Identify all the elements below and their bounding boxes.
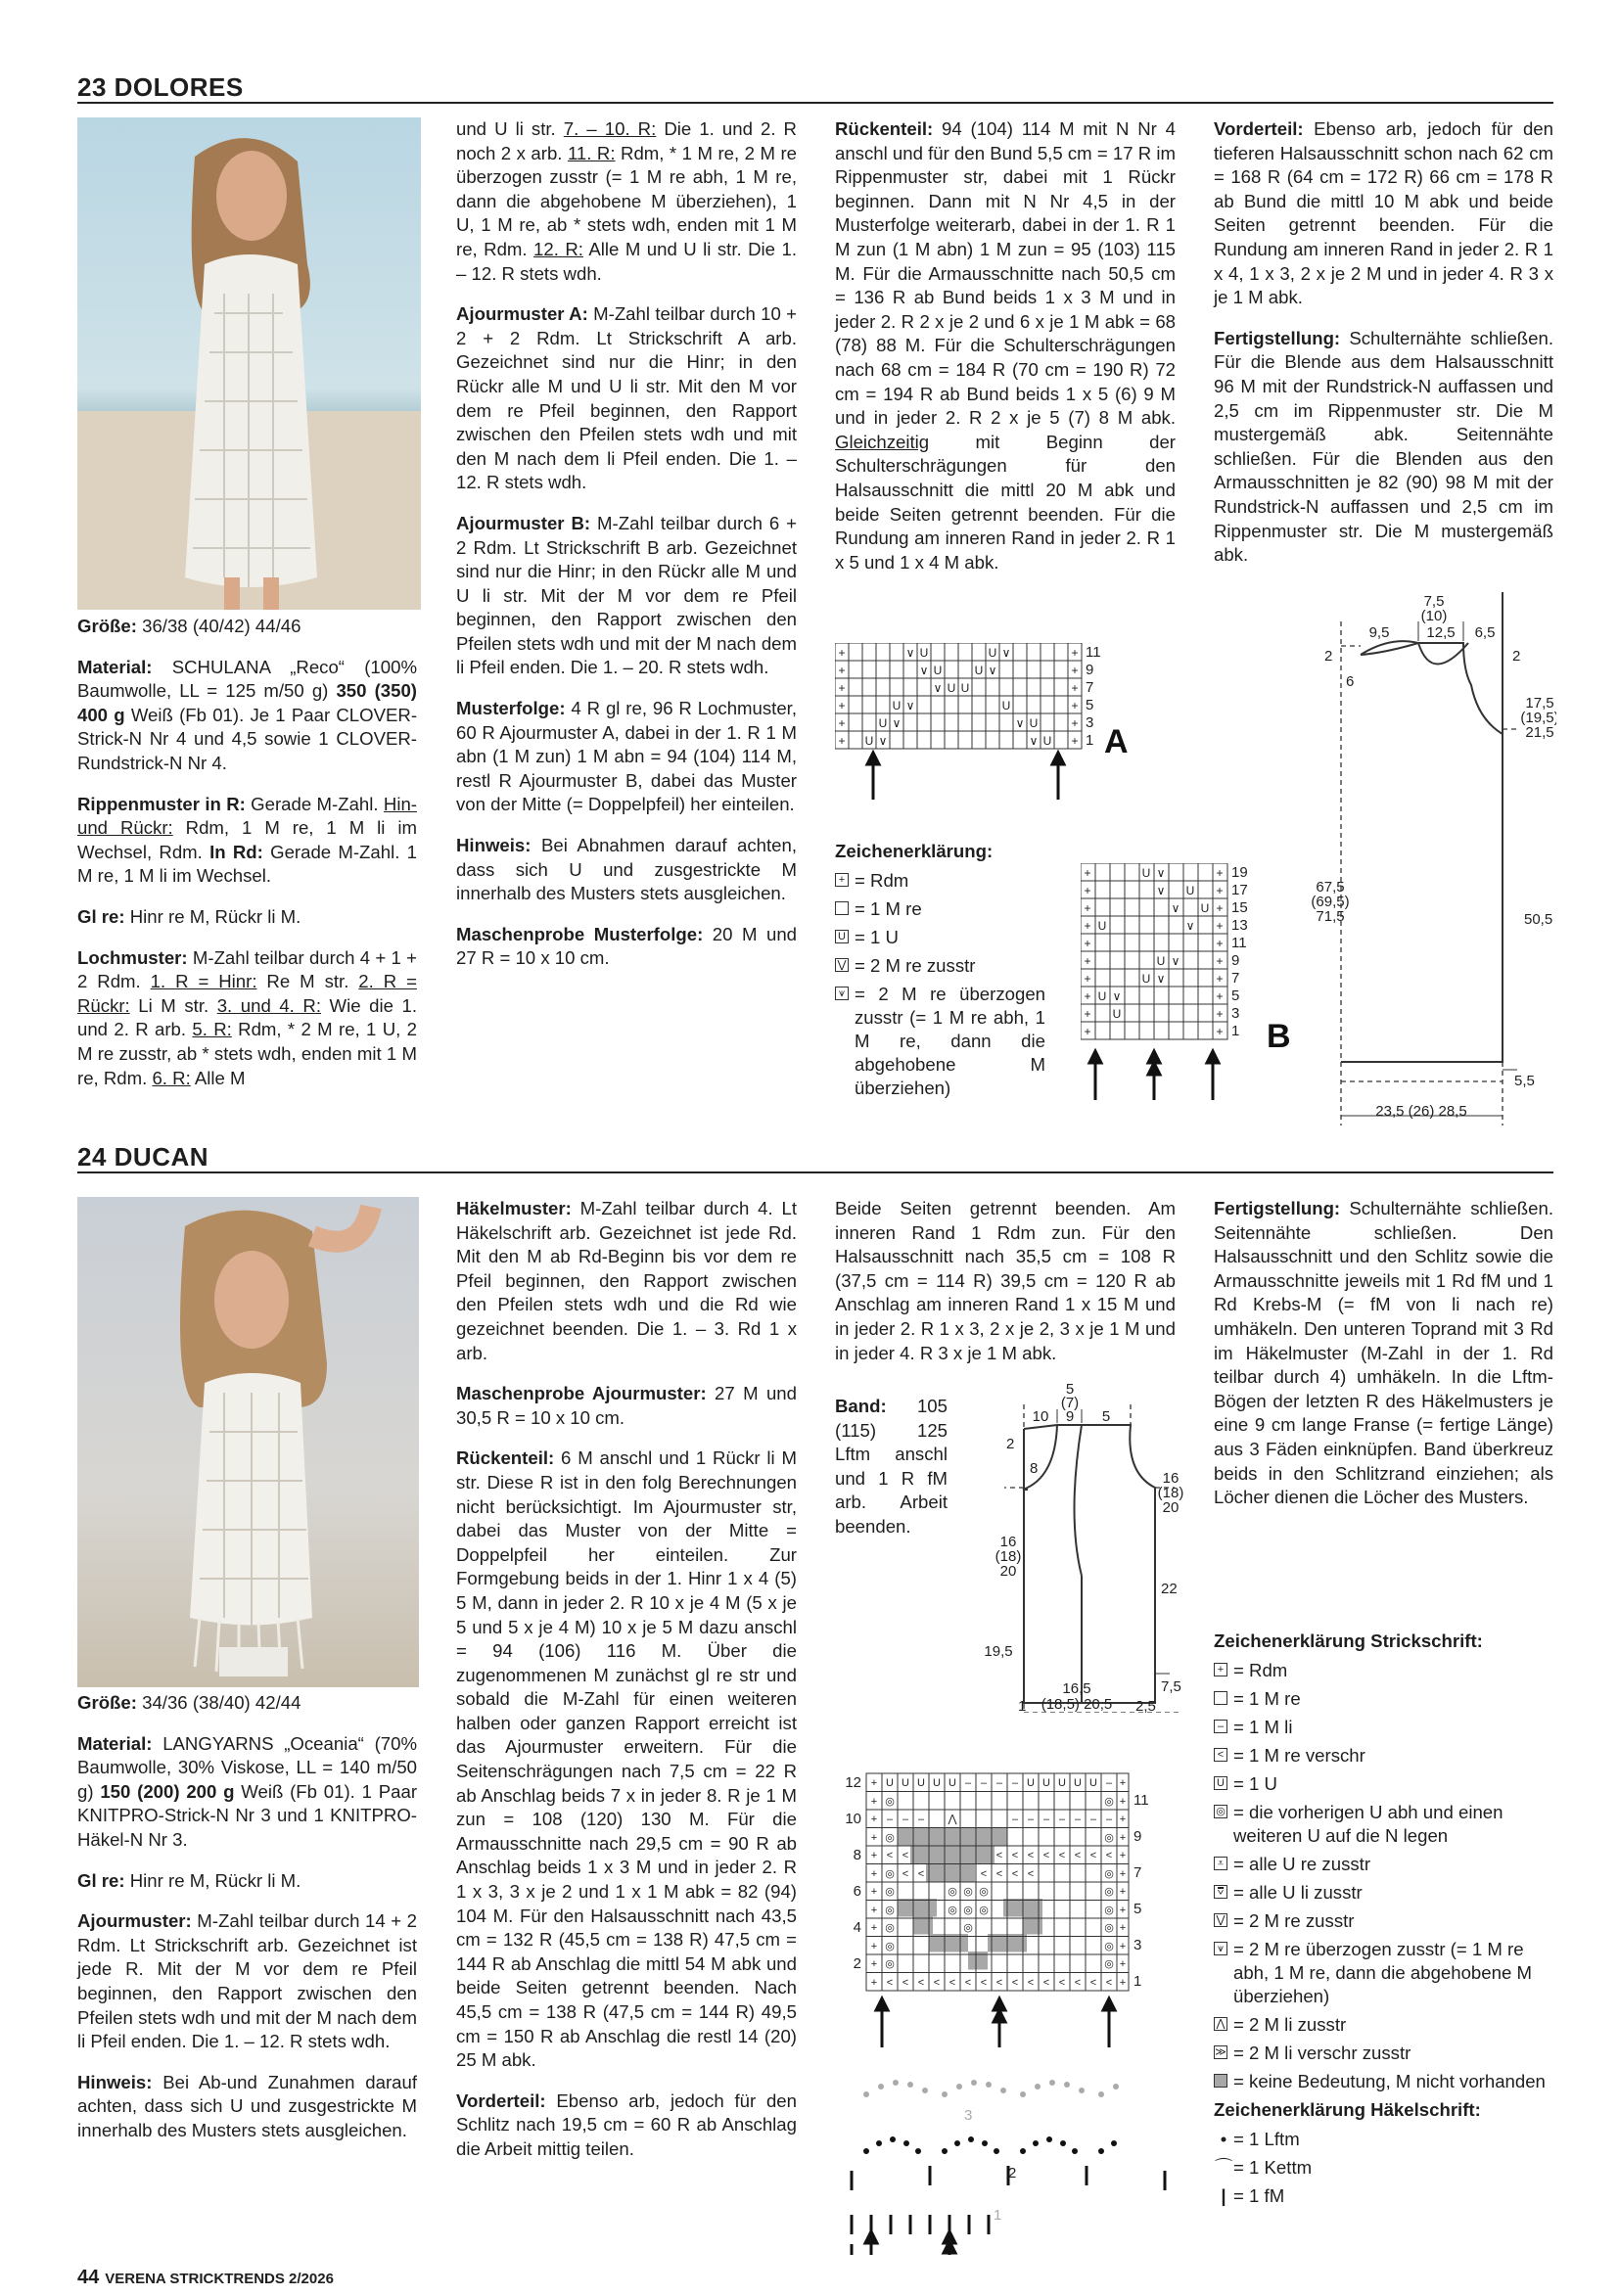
svg-text:U: U <box>886 1777 894 1789</box>
chart-b-row: 13 <box>1231 917 1248 934</box>
svg-text:∨: ∨ <box>1171 954 1180 968</box>
svg-text:◎: ◎ <box>885 1868 895 1880</box>
dim-label: (18) <box>995 1548 1022 1565</box>
svg-text:+: + <box>870 1814 878 1825</box>
svg-text:U: U <box>1027 1777 1035 1789</box>
dim-label: 19,5 <box>984 1643 1013 1660</box>
svg-text:◎: ◎ <box>1104 1905 1114 1916</box>
col2-text-24: Häkelmuster: M-Zahl teilbar durch 4. Lt Häkelschrift arb. Gezeichnet ist jede Rd. Mit den M ab Rd-Beginn bis vor dem re Pfeil beginnen, den Rapport zwischen den Pfeilen stets wdh und die Rd wie gezeichnet beenden. Die 1. – 3. Rd 1 x arb. Maschenprobe Ajourmuster: 27 M und 30,5 R = 10 x 10 cm. Rückenteil: 6 M anschl und 1 Rückr li M str. Diese R ist in den folg Berechnungen nicht berücksichtigt. Im Ajourmuster str, dabei das Muster von der Mitte = Doppelpfeil her einteilen. Zur Formgebung beids in der 1. Hinr 1 x 4 (5) 5 M, dann in jeder 2. R 10 x je 4 M (5 x je 5 und 5 x je 4 M) 10 x je 5 M dazu anschl = 94 (106) 116 M. Über die zugenommenen M zunächst gl re str und sobald die M-Zahl für einen weiteren halben oder ganzen Rapport erreicht ist das Ajourmuster erweitern. Für die Seitenschrägungen nach 7,5 cm = 22 R ab Anschlag beids 7 x in jeder 8. R je 1 M zun = 108 (120) 130 M. Für die Armausschnitte nach 29,5 cm = 90 R ab Anschlag beids 1 x 3 M und in jeder 2. R 1 x 3, 3 x je 2 und 1 x 1 M abk = 82 (94) 104 M. Für den Halsausschnitt nach 43,5 cm = 132 R (45,5 cm = 138 R) 47,5 cm = 144 R ab Anschlag die mittl 54 M abk und beide Seiten getrennt beenden. Nach 45,5 cm = 138 R (47,5 cm = 144 R) 49,5 cm = 150 R ab Anschlag die restl 14 (20) 25 M abk. Vorderteil: Ebenso arb, jedoch für den Schlitz nach 19,5 cm = 60 R ab Anschlag die Arbeit mittig teilen. <box>456 1198 797 2159</box>
schematic-24 <box>969 1380 1189 1713</box>
svg-text:–: – <box>886 1814 894 1825</box>
chart-a-row: 3 <box>1086 714 1094 731</box>
svg-text:–: – <box>1074 1814 1082 1825</box>
legend-item: < = 1 M re verschr <box>1214 1744 1553 1768</box>
svg-text:◎: ◎ <box>948 1886 957 1898</box>
col3-text-24: Beide Seiten getrennt beenden. Am inneren Rand 1 Rdm zun. Für den Halsausschnitt nach 35,5 cm = 108 R (37,5 cm = 114 R) 39,5 cm = 120 R ab Anschlag am inneren Rand 1 x 15 M und in jeder 2. R 1 x 3, 2 x je 2, 3 x je 1 M und in jeder 4. R 3 x je 1 M abk. <box>835 1198 1176 1363</box>
svg-text:U: U <box>947 681 956 695</box>
svg-text:◎: ◎ <box>1104 1958 1114 1970</box>
dim-label: 17,5 <box>1525 695 1554 712</box>
page-number: 44 <box>77 2267 100 2288</box>
dim-label: 5 <box>1101 1408 1111 1425</box>
magazine-name: VERENA STRICKTRENDS 2/2026 <box>105 2271 334 2287</box>
dim-label: 16 <box>1162 1470 1180 1487</box>
svg-text:<: < <box>1042 1850 1050 1861</box>
svg-text:<: < <box>1027 1850 1035 1861</box>
svg-text:◎: ◎ <box>885 1832 895 1844</box>
svg-text:+: + <box>1084 937 1091 950</box>
chart-a-row: 11 <box>1086 644 1101 661</box>
svg-text:+: + <box>1084 1007 1091 1021</box>
dim-label: 8 <box>1030 1460 1039 1477</box>
svg-text:+: + <box>1084 972 1091 986</box>
section-rule-23 <box>77 102 1553 104</box>
chart-a-letter: A <box>1104 723 1129 760</box>
svg-text:+: + <box>1216 937 1224 950</box>
svg-text:U: U <box>1029 716 1039 730</box>
chart-24-row-left: 10 <box>845 1811 861 1827</box>
svg-text:<: < <box>980 1868 988 1880</box>
legend-item: | = 1 fM <box>1221 2185 1285 2206</box>
svg-text:+: + <box>1119 1796 1127 1808</box>
svg-text:∨: ∨ <box>1156 866 1166 880</box>
svg-text:+: + <box>838 664 846 677</box>
svg-text:+: + <box>1216 1007 1224 1021</box>
svg-text:∨: ∨ <box>1156 972 1166 986</box>
svg-text:<: < <box>1011 1977 1019 1989</box>
chart-b-row: 1 <box>1231 1023 1240 1039</box>
svg-text:U: U <box>1112 1007 1122 1021</box>
svg-text:<: < <box>1058 1977 1066 1989</box>
svg-text:<: < <box>1105 1977 1113 1989</box>
svg-text:<: < <box>980 1977 988 1989</box>
legend-item: U = 1 U <box>835 926 1045 949</box>
chart-24-row-left: 2 <box>853 1955 861 1972</box>
svg-text:U: U <box>960 681 970 695</box>
svg-text:–: – <box>1105 1777 1113 1789</box>
svg-text:+: + <box>870 1905 878 1916</box>
dim-label: 5 <box>1065 1381 1075 1398</box>
svg-text:–: – <box>1042 1814 1050 1825</box>
legend-item: = 1 M re <box>1214 1687 1553 1711</box>
chart-24-row-left: 8 <box>853 1847 861 1863</box>
chart-24-row-right: 7 <box>1133 1864 1142 1881</box>
svg-text:+: + <box>1071 699 1079 712</box>
svg-text:◎: ◎ <box>1104 1796 1114 1808</box>
svg-text:∨: ∨ <box>988 664 997 677</box>
svg-text:<: < <box>1011 1868 1019 1880</box>
svg-text:U: U <box>1074 1777 1082 1789</box>
svg-text:–: – <box>1011 1814 1019 1825</box>
svg-text:+: + <box>1216 989 1224 1003</box>
svg-text:◎: ◎ <box>1104 1922 1114 1934</box>
dim-label: 16,5 <box>1062 1680 1091 1697</box>
svg-text:+: + <box>870 1958 878 1970</box>
chart-24-row-right: 5 <box>1133 1901 1142 1917</box>
dim-label: 50,5 <box>1524 911 1553 928</box>
svg-text:<: < <box>1027 1868 1035 1880</box>
svg-text:U: U <box>1058 1777 1066 1789</box>
dim-label: 2 <box>1324 648 1333 665</box>
dim-label: 71,5 <box>1316 908 1345 925</box>
svg-text:U: U <box>892 699 902 712</box>
svg-text:+: + <box>1119 1832 1127 1844</box>
svg-text:U: U <box>1156 954 1166 968</box>
knitting-chart-a <box>835 643 1148 804</box>
svg-text:+: + <box>1119 1958 1127 1970</box>
chart-24-row-left: 6 <box>853 1883 861 1900</box>
legend-item: ⋁ = 2 M re zusstr <box>835 954 1045 978</box>
legend-item: ⩛ = 2 M re überzogen zusstr (= 1 M re abh, 1 M re, dann die abgehobene M überziehen) <box>1214 1938 1553 2008</box>
dim-label: 16 <box>999 1534 1017 1550</box>
svg-text:◎: ◎ <box>885 1796 895 1808</box>
svg-text:+: + <box>1084 901 1091 915</box>
svg-text:<: < <box>902 1977 909 1989</box>
knitting-chart-b <box>1081 863 1306 1106</box>
svg-text:U: U <box>1042 1777 1050 1789</box>
crochet-chart-24 <box>832 2073 1175 2259</box>
svg-text:+: + <box>1071 664 1079 677</box>
legend-item: ⩡ = alle U re zusstr <box>1214 1853 1553 1876</box>
svg-text:+: + <box>870 1922 878 1934</box>
svg-text:<: < <box>1027 1977 1035 1989</box>
svg-text:U: U <box>1089 1777 1097 1789</box>
svg-text:+: + <box>1119 1886 1127 1898</box>
section-title-23: 23 DOLORES <box>77 72 244 102</box>
dim-label: 21,5 <box>1525 724 1554 741</box>
svg-text:–: – <box>995 1777 1003 1789</box>
chart-24-row-right: 9 <box>1133 1828 1142 1845</box>
svg-text:◎: ◎ <box>1104 1832 1114 1844</box>
svg-text:∨: ∨ <box>1185 919 1195 933</box>
chart-24-row-left: 12 <box>845 1774 861 1791</box>
svg-text:+: + <box>1071 716 1079 730</box>
model-photo-dolores <box>77 117 421 610</box>
legend-item: = keine Bedeutung, M nicht vorhanden <box>1214 2070 1553 2093</box>
svg-text:<: < <box>886 1977 894 1989</box>
legend-strick-24 <box>1214 1630 1553 2213</box>
svg-text:U: U <box>919 646 929 660</box>
chart-b-row: 11 <box>1231 935 1247 951</box>
svg-text:◎: ◎ <box>885 1941 895 1952</box>
svg-text:+: + <box>870 1886 878 1898</box>
svg-text:<: < <box>1105 1850 1113 1861</box>
svg-text:∨: ∨ <box>1171 901 1180 915</box>
svg-text:+: + <box>870 1832 878 1844</box>
svg-text:+: + <box>1216 1025 1224 1038</box>
dim-label: 1 <box>1018 1698 1027 1713</box>
knitting-chart-24 <box>832 1771 1175 2050</box>
svg-text:U: U <box>974 664 984 677</box>
svg-text:+: + <box>870 1796 878 1808</box>
dim-label: (7) <box>1060 1395 1080 1411</box>
svg-text:+: + <box>1216 884 1224 897</box>
svg-text:+: + <box>1119 1850 1127 1861</box>
svg-text:◎: ◎ <box>963 1886 973 1898</box>
dim-label: (19,5) <box>1520 710 1556 726</box>
svg-text:∨: ∨ <box>1029 734 1039 748</box>
svg-text:U: U <box>902 1777 909 1789</box>
legend-item: ⩢ = alle U li zusstr <box>1214 1881 1553 1905</box>
svg-text:+: + <box>838 646 846 660</box>
svg-text:<: < <box>917 1868 925 1880</box>
svg-text:+: + <box>1071 646 1079 660</box>
svg-text:+: + <box>1216 866 1224 880</box>
chart-24-row-right: 1 <box>1133 1973 1142 1990</box>
chart-a-row: 9 <box>1086 662 1094 678</box>
svg-text:∨: ∨ <box>919 664 929 677</box>
dim-label: 6 <box>1346 673 1355 690</box>
chart-b-row: 15 <box>1231 899 1248 916</box>
svg-text:+: + <box>838 699 846 712</box>
legend-item: ≫ = 2 M li verschr zusstr <box>1215 2043 1411 2063</box>
svg-text:<: < <box>1074 1850 1082 1861</box>
svg-text:◎: ◎ <box>979 1905 989 1916</box>
chart-24-row-left: 4 <box>853 1919 861 1936</box>
svg-text:∨: ∨ <box>905 646 915 660</box>
svg-text:<: < <box>1074 1977 1082 1989</box>
model-photo-ducan <box>77 1197 419 1687</box>
legend-item: ⋀ = 2 M li zusstr <box>1214 2013 1553 2037</box>
svg-text:<: < <box>948 1977 956 1989</box>
svg-text:<: < <box>964 1977 972 1989</box>
legend-item: ◎ = die vorherigen U abh und einen weiteren U auf die N legen <box>1214 1801 1553 1848</box>
svg-text:◎: ◎ <box>963 1905 973 1916</box>
svg-text:–: – <box>1105 1814 1113 1825</box>
svg-text:<: < <box>902 1868 909 1880</box>
dim-label: 5,5 <box>1514 1073 1535 1089</box>
dim-label: 12,5 <box>1426 624 1456 641</box>
svg-text:U: U <box>1185 884 1195 897</box>
svg-text:+: + <box>1084 989 1091 1003</box>
dim-label: 2 <box>1006 1436 1015 1452</box>
dim-label: 2 <box>1512 648 1521 665</box>
svg-text:–: – <box>980 1777 988 1789</box>
svg-text:+: + <box>838 716 846 730</box>
svg-text:U: U <box>917 1777 925 1789</box>
svg-text:U: U <box>1001 699 1011 712</box>
svg-text:U: U <box>1097 989 1107 1003</box>
legend-item: • = 1 Lftm <box>1220 2129 1300 2149</box>
col1-text-23: Größe: 36/38 (40/42) 44/46 Material: SCHULANA „Reco“ (100% Baumwolle, LL = 125 m/50 g) 350 (350) 400 g Weiß (Fb 01). Je 1 Paar CLOVER-Strick-N Nr 4 und 4,5 sowie 1 CLOVER-Rundstrick-N Nr 4. Rippenmuster in R: Gerade M-Zahl. Hin- und Rückr: Rdm, 1 M re, 1 M li im Wechsel, Rdm. In Rd: Gerade M-Zahl. 1 M re, 1 M li im Wechsel. Gl re: Hinr re M, Rückr li M. Lochmuster: M-Zahl teilbar durch 4 + 1 + 2 Rdm. 1. R = Hinr: Re M str. 2. R = Rückr: Li M str. 3. und 4. R: Wie die 1. und 2. R arb. 5. R: Rdm, * 2 M re, 1 U, 2 M re zusstr, ab * stets wdh, enden mit 1 M re, Rdm. 6. R: Alle M <box>77 616 418 1088</box>
dim-label: 9,5 <box>1368 624 1390 641</box>
legend-item: = 1 M re <box>835 897 1045 921</box>
svg-text:+: + <box>1119 1868 1127 1880</box>
svg-text:+: + <box>1084 919 1091 933</box>
chart-b-letter: B <box>1267 1018 1291 1055</box>
svg-text:◎: ◎ <box>885 1958 895 1970</box>
col1-text-24: Größe: 34/36 (38/40) 42/44 Material: LANGYARNS „Oceania“ (70% Baumwolle, 30% Viskose, LL = 140 m/50 g) 150 (200) 200 g Weiß (Fb 01). 1 Paar KNITPRO-Strick-N Nr 3 und 1 KNITPRO-Häkel-N Nr 3. Gl re: Hinr re M, Rückr li M. Ajourmuster: M-Zahl teilbar durch 14 + 2 Rdm. Lt Strickschrift arb. Gezeichnet ist jede R. Mit der M vor dem re Pfeil beginnen, den Rapport zwischen den Pfeilen stets wdh und mit der M nach dem li Pfeil enden. Die 1. – 12. R stets wdh. Hinweis: Bei Ab-und Zunahmen darauf achten, dass sich U und zusgestrickte M innerhalb des Musters stets ausgleichen. <box>77 1692 418 2140</box>
chart-b-row: 19 <box>1231 864 1248 881</box>
svg-text:–: – <box>1011 1777 1019 1789</box>
svg-text:+: + <box>870 1868 878 1880</box>
col4-text-24: Fertigstellung: Schulternähte schließen. Seitennähte schließen. Den Halsausschnitt und den Schlitz sowie die Armausschnitte jeweils mit 1 Rd fM und 1 Rd Krebs-M (= fM von li nach re) umhäkeln. Den unteren Toprand mit 3 Rd im Häkelmuster (M-Zahl in der 1. Rd teilbar durch 4) umhäkeln. In die Lftm-Bögen der letzten R des Häkelmusters je eine 9 cm lange Franse (= fertige Länge) aus 3 Fäden einknüpfen. Band überkreuz beids in den Schlitzrand einziehen; als Löcher dienen die Löcher des Musters. <box>1214 1198 1553 1508</box>
svg-text:<: < <box>1089 1850 1097 1861</box>
dim-label: 20 <box>999 1563 1017 1580</box>
svg-text:+: + <box>1216 954 1224 968</box>
dim-label: 67,5 <box>1316 879 1345 895</box>
dim-label: (69,5) <box>1311 894 1350 910</box>
chart-b-row: 17 <box>1231 882 1248 898</box>
band-text-24: Band: 105 (115) 125 Lftm anschl und 1 R fM arb. Arbeit beenden. <box>835 1396 948 1537</box>
chart-b-row: 9 <box>1231 952 1240 969</box>
legend-item: – = 1 M li <box>1214 1716 1553 1739</box>
crochet-row-label: 1 <box>994 2207 1002 2224</box>
svg-text:∨: ∨ <box>933 681 943 695</box>
dim-label: 7,5 <box>1161 1678 1181 1695</box>
legend-23-title: Zeichenerklärung: <box>835 841 994 861</box>
svg-text:+: + <box>1119 1777 1127 1789</box>
legend-strick-title: Zeichenerklärung Strickschrift: <box>1214 1630 1483 1651</box>
svg-text:+: + <box>870 1777 878 1789</box>
svg-text:–: – <box>902 1814 909 1825</box>
svg-text:–: – <box>1058 1814 1066 1825</box>
dim-label: 22 <box>1161 1581 1178 1597</box>
legend-23 <box>835 840 1045 1105</box>
svg-text:<: < <box>1058 1850 1066 1861</box>
dim-label: (10) <box>1420 608 1448 624</box>
svg-text:+: + <box>1084 1025 1091 1038</box>
legend-item: + = Rdm <box>835 869 1045 893</box>
svg-text:+: + <box>1071 681 1079 695</box>
svg-text:◎: ◎ <box>963 1922 973 1934</box>
svg-text:+: + <box>1119 1922 1127 1934</box>
svg-text:+: + <box>1084 866 1091 880</box>
svg-text:+: + <box>838 681 846 695</box>
svg-text:U: U <box>988 646 997 660</box>
svg-text:∨: ∨ <box>1156 884 1166 897</box>
svg-text:⋀: ⋀ <box>948 1814 957 1825</box>
svg-text:–: – <box>964 1777 972 1789</box>
svg-text:+: + <box>1119 1941 1127 1952</box>
chart-24-row-right: 3 <box>1133 1937 1142 1953</box>
svg-text:U: U <box>1097 919 1107 933</box>
legend-item: U = 1 U <box>1214 1772 1553 1796</box>
svg-text:U: U <box>1042 734 1052 748</box>
svg-text:–: – <box>1089 1814 1097 1825</box>
svg-text:+: + <box>1216 972 1224 986</box>
svg-text:U: U <box>864 734 874 748</box>
svg-text:∨: ∨ <box>1112 989 1122 1003</box>
legend-haekel-title: Zeichenerklärung Häkelschrift: <box>1214 2099 1481 2120</box>
dim-label: 7,5 <box>1423 593 1445 610</box>
svg-text:U: U <box>878 716 888 730</box>
chart-b-row: 3 <box>1231 1005 1240 1022</box>
legend-item: ⩛ = 2 M re überzogen zusstr (= 1 M re abh, 1 M re, dann die abgehobene M überziehen) <box>835 983 1045 1100</box>
crochet-row-label: 3 <box>964 2107 973 2124</box>
svg-text:U: U <box>1200 901 1210 915</box>
col2-text-23: und U li str. 7. – 10. R: Die 1. und 2. R noch 2 x arb. 11. R: Rdm, * 1 M re, 2 M re überzogen zusstr (= 1 M re abh, 1 M re, dann die abgehobene M überziehen), 1 U, 1 M re, ab * stets wdh, enden mit 1 M re, Rdm. 12. R: Alle M und U li str. Die 1. – 12. R stets wdh. Ajourmuster A: M-Zahl teilbar durch 10 + 2 + 2 Rdm. Lt Strickschrift A arb. Gezeichnet sind nur die Hinr; in den Rückr alle M und U li str. Mit den M vor dem re Pfeil beginnen, den Rapport zwischen den Pfeilen stets wdh und mit den M nach dem li Pfeil enden. Die 1. – 12. R stets wdh. Ajourmuster B: M-Zahl teilbar durch 6 + 2 Rdm. Lt Strickschrift B arb. Gezeichnet sind nur die Hinr; in den Rückr alle M und U li str. Mit der M vor dem re Pfeil beginnen, den Rapport zwischen den Pfeilen stets wdh und mit der M nach dem li Pfeil enden. Die 1. – 20. R stets wdh. Musterfolge: 4 R gl re, 96 R Lochmuster, 60 R Ajourmuster A, dabei in der 1. R 1 M abn (1 M zun) 1 M abn = 94 (104) 114 M, restl R Ajourmuster B, dabei das Muster von der Mitte (= Doppelpfeil) her einteilen. Hinweis: Bei Abnahmen darauf achten, dass sich U und zusgestrickte M innerhalb des Musters stets ausgleichen. Maschenprobe Musterfolge: 20 M und 27 R = 10 x 10 cm. <box>456 118 797 969</box>
svg-text:∨: ∨ <box>878 734 888 748</box>
svg-text:+: + <box>1119 1905 1127 1916</box>
page-footer <box>77 2267 334 2289</box>
svg-text:<: < <box>995 1868 1003 1880</box>
svg-text:∨: ∨ <box>905 699 915 712</box>
svg-text:–: – <box>1027 1814 1035 1825</box>
svg-text:<: < <box>995 1977 1003 1989</box>
svg-text:∨: ∨ <box>1001 646 1011 660</box>
svg-text:◎: ◎ <box>1104 1941 1114 1952</box>
dim-label: 6,5 <box>1474 624 1496 641</box>
svg-text:◎: ◎ <box>885 1886 895 1898</box>
svg-text:<: < <box>1011 1850 1019 1861</box>
svg-text:+: + <box>1119 1814 1127 1825</box>
dim-label: 20 <box>1162 1499 1180 1516</box>
section-title-24: 24 DUCAN <box>77 1142 209 1171</box>
svg-text:◎: ◎ <box>885 1905 895 1916</box>
svg-text:+: + <box>870 1850 878 1861</box>
svg-text:◎: ◎ <box>979 1886 989 1898</box>
svg-text:+: + <box>870 1941 878 1952</box>
col4-text-23: Vorderteil: Ebenso arb, jedoch für den tieferen Halsausschnitt schon nach 62 cm = 168 R (64 cm = 172 R) 66 cm = 178 R ab Bund die mittl 10 M abk und beide Seiten getrennt beenden. Für die Rundung am inneren Rand in jeder 2. R 1 x 4, 1 x 3, 2 x je 2 M und in jeder 4. R 3 x je 1 M abk. Fertigstellung: Schulternähte schließen. Für die Blende aus dem Halsausschnitt 96 M mit der Rundstrick-N auffassen und 2,5 cm im Rippenmuster str. Die M mustergemäß abk. Seitennähte schließen. Für die Blenden aus den Armausschnitten je 82 (90) 98 M mit der Rundstrick-N auffassen und 2,5 cm im Rippenmuster str. Die M mustergemäß abk. <box>1214 118 1553 566</box>
svg-text:<: < <box>995 1850 1003 1861</box>
dim-label: (18) <box>1157 1485 1184 1501</box>
svg-text:–: – <box>917 1814 925 1825</box>
chart-b-row: 7 <box>1231 970 1240 987</box>
crochet-row-label: 2 <box>1008 2165 1017 2181</box>
col3-text-23: Rückenteil: 94 (104) 114 M mit N Nr 4 anschl und für den Bund 5,5 cm = 17 R im Rippenmuster str, dabei mit 1 Rückr beginnen. Dann mit N Nr 4,5 in der Musterfolge weiterarb, dabei in der 1. R 1 M zun (1 M abn) 1 M zun = 95 (103) 115 M. Für die Armausschnitte nach 50,5 cm = 136 R ab Bund beids 1 x 3 M und in jeder 2. R 2 x je 2 und 6 x je 1 M abk = 68 (78) 88 M. Für die Schulterschrägungen nach 68 cm = 184 R (70 cm = 190 R) 72 cm = 194 R ab Bund beids 1 x 5 (6) 9 M und in jeder 2. R 2 x je 5 (7) 8 M abk. Gleichzeitig mit Beginn der Schulterschrägungen für den Halsausschnitt die mittl 20 M abk und beide Seiten getrennt beenden. Für die Rundung am inneren Rand in jeder 2. R 1 x 5 und 1 x 4 M abk. <box>835 118 1176 573</box>
legend-item: ⋁ = 2 M re zusstr <box>1214 1909 1553 1933</box>
svg-text:+: + <box>1084 884 1091 897</box>
svg-text:<: < <box>933 1977 941 1989</box>
svg-text:<: < <box>902 1850 909 1861</box>
svg-text:◎: ◎ <box>948 1905 957 1916</box>
legend-item: ⌒ = 1 Kettm <box>1214 2157 1313 2178</box>
svg-text:U: U <box>933 664 943 677</box>
dim-label: 9 <box>1065 1408 1075 1425</box>
schematic-23 <box>1307 592 1556 1125</box>
svg-text:◎: ◎ <box>1104 1886 1114 1898</box>
chart-a-row: 1 <box>1086 732 1094 749</box>
legend-item: + = Rdm <box>1214 1659 1553 1682</box>
dim-label: 23,5 (26) 28,5 <box>1375 1103 1467 1120</box>
svg-text:<: < <box>1089 1977 1097 1989</box>
dim-label: 2,5 <box>1135 1698 1156 1713</box>
svg-text:+: + <box>1216 919 1224 933</box>
chart-24-row-right: 11 <box>1133 1792 1149 1809</box>
svg-text:+: + <box>1071 734 1079 748</box>
svg-text:<: < <box>917 1977 925 1989</box>
dim-label: (18,5) 20,5 <box>1041 1696 1113 1713</box>
svg-text:U: U <box>1141 972 1151 986</box>
svg-text:<: < <box>1042 1977 1050 1989</box>
svg-text:+: + <box>1084 954 1091 968</box>
svg-text:∨: ∨ <box>892 716 902 730</box>
svg-text:∨: ∨ <box>1015 716 1025 730</box>
svg-text:U: U <box>1141 866 1151 880</box>
svg-text:+: + <box>838 734 846 748</box>
dim-label: 10 <box>1032 1408 1049 1425</box>
svg-text:◎: ◎ <box>885 1922 895 1934</box>
svg-text:◎: ◎ <box>1104 1868 1114 1880</box>
svg-text:<: < <box>886 1850 894 1861</box>
chart-b-row: 5 <box>1231 987 1240 1004</box>
svg-text:U: U <box>933 1777 941 1789</box>
svg-text:U: U <box>948 1777 956 1789</box>
chart-a-row: 7 <box>1086 679 1094 696</box>
chart-a-row: 5 <box>1086 697 1094 713</box>
svg-text:+: + <box>1119 1977 1127 1989</box>
svg-text:+: + <box>1216 901 1224 915</box>
svg-text:+: + <box>870 1977 878 1989</box>
section-rule-24 <box>77 1171 1553 1173</box>
